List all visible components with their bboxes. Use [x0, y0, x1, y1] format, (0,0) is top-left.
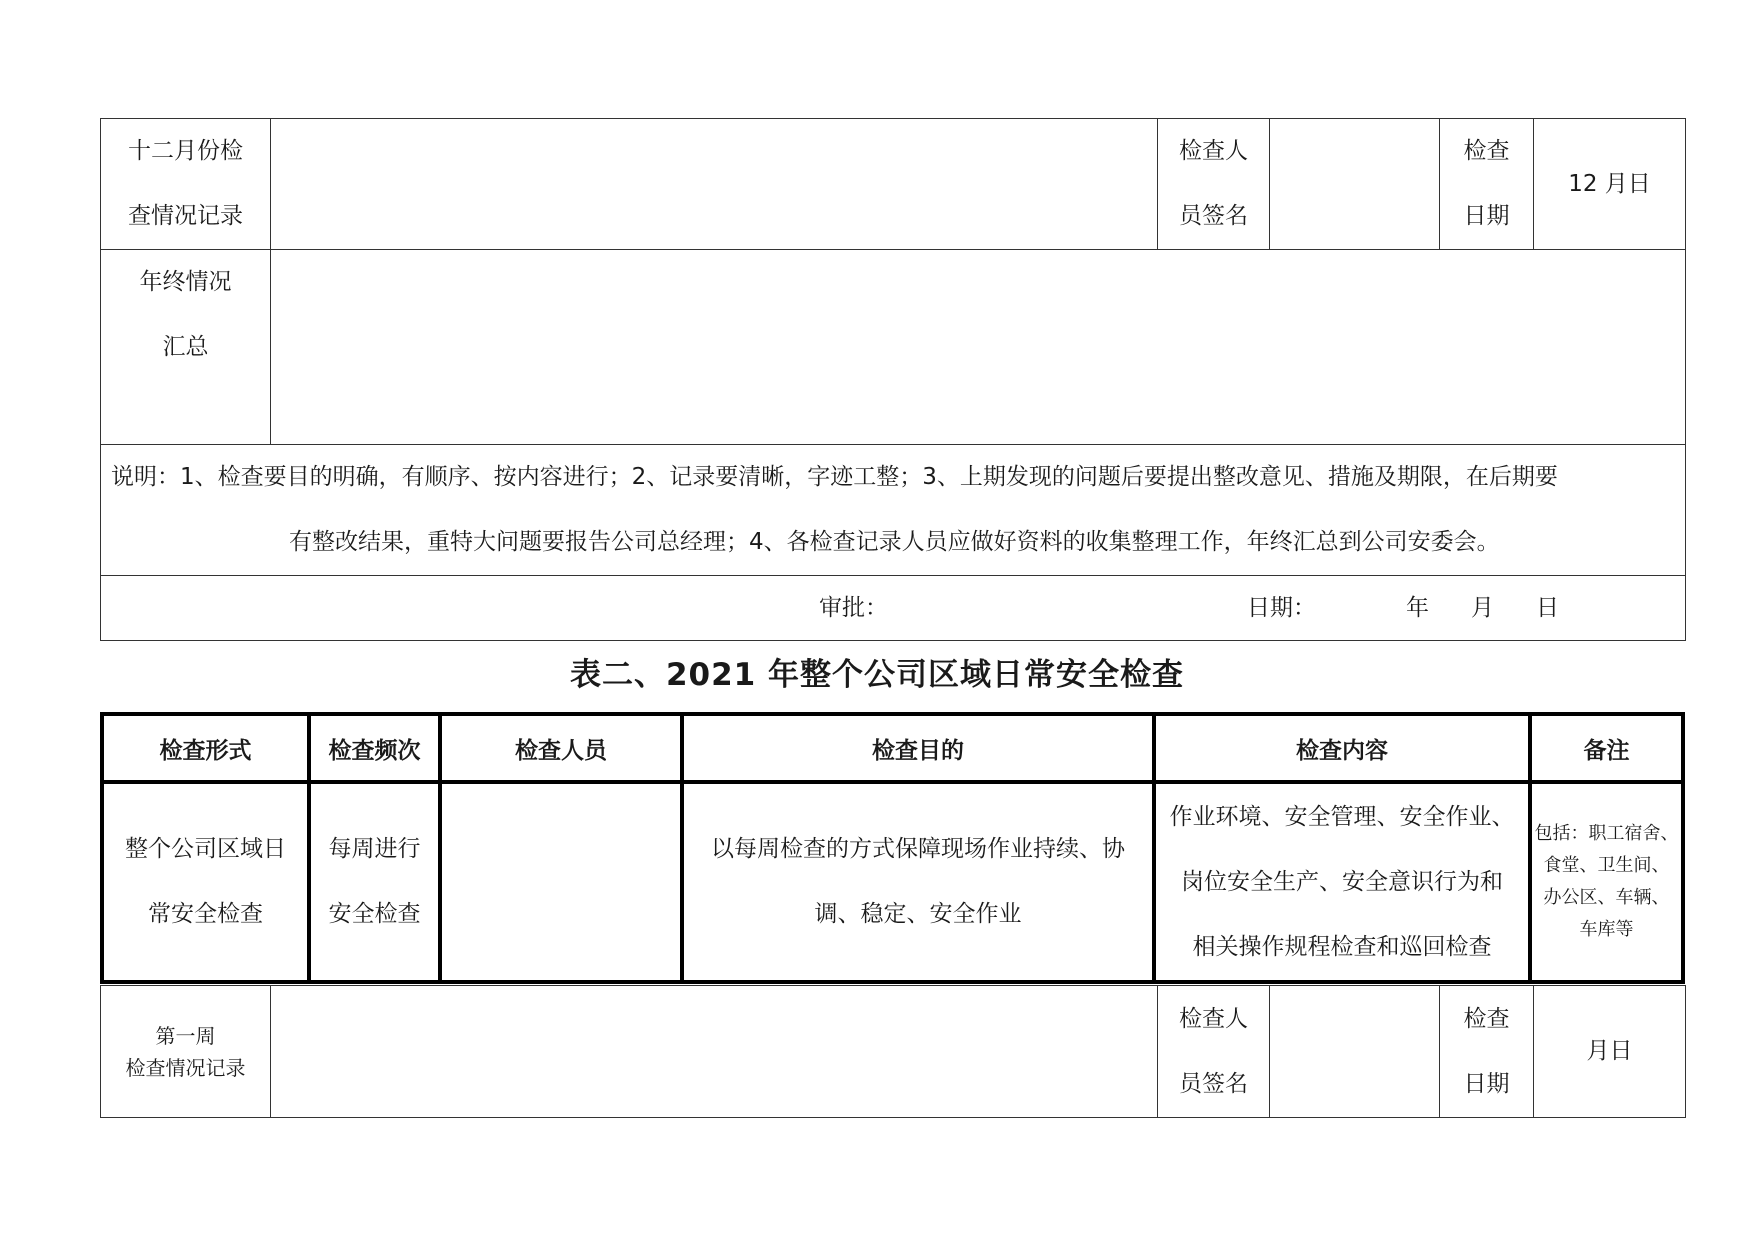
december-record-field[interactable] — [271, 119, 1158, 250]
inspector-signature-label: 检查人 员签名 — [1158, 119, 1270, 250]
approval-date-label: 日期： — [1247, 595, 1316, 621]
header-inspection-content: 检查内容 — [1154, 714, 1530, 782]
daily-safety-inspection-table — [100, 712, 1685, 984]
header-remarks: 备注 — [1530, 714, 1683, 782]
instructions-note: 说明：1、检查要目的明确，有顺序、按内容进行；2、记录要清晰，字迹工整；3、上期发现的问题后要提出整改意见、措施及期限，在后期要 有整改结果，重特大问题要报告公司总经理；4、各检查记录人员应做好资料的收集整理工作，年终汇总到公司安委会。 — [101, 445, 1686, 576]
header-inspection-form: 检查形式 — [102, 714, 309, 782]
inspection-personnel-cell[interactable] — [440, 782, 682, 982]
week-inspector-signature-field[interactable] — [1270, 986, 1440, 1118]
approval-year: 年 — [1406, 595, 1429, 621]
header-inspection-personnel: 检查人员 — [440, 714, 682, 782]
week-inspector-signature-label: 检查人 员签名 — [1158, 986, 1270, 1118]
approval-row — [101, 576, 1686, 641]
approval-month: 月 — [1471, 595, 1494, 621]
week-inspection-date-value[interactable]: 月日 — [1534, 986, 1686, 1118]
december-record-table — [100, 118, 1686, 641]
week-one-record-field[interactable] — [271, 986, 1158, 1118]
header-inspection-purpose: 检查目的 — [682, 714, 1154, 782]
inspection-date-value[interactable]: 12 月日 — [1534, 119, 1686, 250]
inspection-purpose-cell: 以每周检查的方式保障现场作业持续、协 调、稳定、安全作业 — [682, 782, 1154, 982]
table-two-title: 表二、2021 年整个公司区域日常安全检查 — [569, 657, 1185, 693]
inspection-date-label: 检查 日期 — [1440, 119, 1534, 250]
week-one-label: 第一周 检查情况记录 — [101, 986, 271, 1118]
header-inspection-frequency: 检查频次 — [309, 714, 440, 782]
week-one-record-table — [100, 985, 1686, 1118]
december-record-label: 十二月份检 查情况记录 — [101, 119, 271, 250]
approval-day: 日 — [1536, 595, 1559, 621]
remarks-cell: 包括：职工宿舍、 食堂、卫生间、 办公区、车辆、 车库等 — [1530, 782, 1683, 982]
inspection-content-cell: 作业环境、安全管理、安全作业、 岗位安全生产、安全意识行为和 相关操作规程检查和巡回检查 — [1154, 782, 1530, 982]
inspection-form-cell: 整个公司区域日 常安全检查 — [102, 782, 309, 982]
year-end-summary-label: 年终情况 汇总 — [101, 250, 271, 445]
inspection-frequency-cell: 每周进行 安全检查 — [309, 782, 440, 982]
approval-label: 审批： — [819, 595, 888, 621]
inspector-signature-field[interactable] — [1270, 119, 1440, 250]
year-end-summary-field[interactable] — [271, 250, 1686, 445]
week-inspection-date-label: 检查 日期 — [1440, 986, 1534, 1118]
